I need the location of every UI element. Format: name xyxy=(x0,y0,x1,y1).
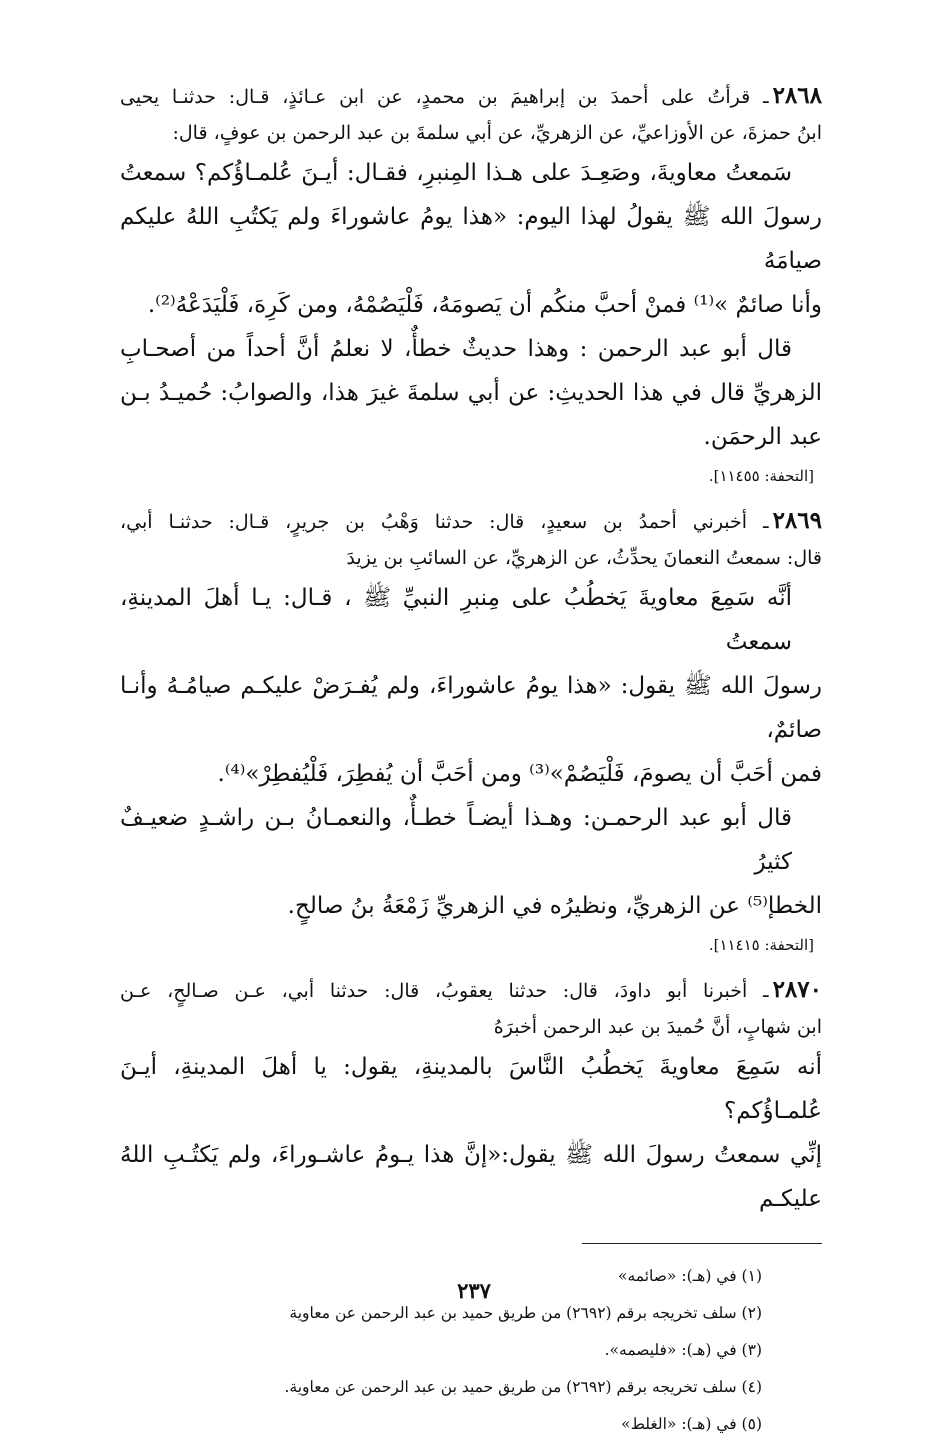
entry-header-line: قال: سمعتُ النعمانَ يحدِّثُ، عن الزهريِّ، عن السائبِ بن يزيدَ xyxy=(346,547,822,569)
matn-line: سَمعتُ معاويةَ، وصَعِـدَ على هـذا المِنبرِ، فقـال: أيـنَ عُلمـاؤُكم؟ سمعتُ xyxy=(120,160,792,186)
commentary-line: قال أبو عبد الرحمن : وهذا حديثٌ خطأٌ، لا نعلمُ أنَّ أحداً من أصحـابِ xyxy=(120,336,792,362)
hadith-entry-2868 xyxy=(120,78,822,489)
entry-header-line xyxy=(120,503,822,540)
commentary-line: الزهريِّ قال في هذا الحديثِ: عن أبي سلمةَ غيرَ هذا، والصوابُ: حُميـدُ بـن xyxy=(120,380,822,406)
isnad-text: ـ قرأتُ على أحمدَ بن إبراهيمَ بن محمدٍ، عن ابن عـائذٍ، قـال: حدثنـا يحيى xyxy=(120,86,769,108)
footnote: (١) في (هـ): «صائمه» xyxy=(617,1267,762,1285)
hadith-number: ٢٨٧٠ xyxy=(772,976,822,1003)
commentary-line: الخطإ⁽⁵⁾ عن الزهريِّ، ونظيرُه في الزهريِّ زَمْعَةُ بنُ صالحٍ. xyxy=(287,893,822,919)
isnad-text: ـ أخبرني أحمدُ بن سعيدٍ، قال: حدثنا وَهْبُ بن جريرٍ، قـال: حدثنـا أبي، xyxy=(120,511,769,533)
hadith-entry-2870 xyxy=(120,972,822,1221)
matn-line: أنَّه سَمِعَ معاويةَ يَخطُبُ على مِنبرِ النبيِّ ﷺ ، قـال: يـا أهلَ المدينةِ، سمعتُ xyxy=(120,585,792,655)
footnote: (٤) سلف تخريجه برقم (٢٦٩٢) من طريق حميد بن عبد الرحمن عن معاوية. xyxy=(284,1378,762,1396)
hadith-entry-2869 xyxy=(120,503,822,958)
footnote: (٣) في (هـ): «فليصمه». xyxy=(604,1341,762,1359)
matn-line: رسولَ الله ﷺ يقولُ لهذا اليوم: «هذا يومُ عاشوراءَ ولم يَكتُبِ اللهُ عليكم صيامَهُ xyxy=(120,204,822,274)
isnad-text: ـ أخبرنا أبو داودَ، قال: حدثنا يعقوبُ، قال: حدثنا أبي، عـن صـالحٍ، عـن xyxy=(120,980,769,1002)
entry-header-line: ابنُ حمزةَ، عن الأوزاعيِّ، عن الزهريِّ، عن أبي سلمةَ بن عبد الرحمن بن عوفٍ، قال: xyxy=(172,122,822,144)
matn-line: فمن أحَبَّ أن يصومَ، فَلْيَصُمْ»⁽³⁾ ومن أحَبَّ أن يُفطِرَ، فَلْيُفطِرْ»⁽⁴⁾. xyxy=(217,761,822,787)
entry-header-line xyxy=(120,78,822,115)
footnote: (٢) سلف تخريجه برقم (٢٦٩٢) من طريق حميد بن عبد الرحمن عن معاوية xyxy=(289,1304,762,1322)
hadith-number: ٢٨٦٩ xyxy=(772,507,822,534)
entry-header-line: ابن شهابٍ، أنَّ حُميدَ بن عبد الرحمن أخبرَهُ xyxy=(493,1016,822,1038)
page-number: ٢٣٧ xyxy=(457,1278,491,1303)
commentary-line: عبد الرحمَن. xyxy=(703,424,822,450)
matn-line: أنه سَمِعَ معاويةَ يَخطُبُ النَّاسَ بالمدينةِ، يقول: يا أهلَ المدينةِ، أيـنَ عُلمـاؤُكم؟ xyxy=(120,1054,822,1124)
tuhfa-reference: [التحفة: ١١٤١٥]. xyxy=(708,936,814,954)
tuhfa-reference: [التحفة: ١١٤٥٥]. xyxy=(708,467,814,485)
matn-line: إنِّي سمعتُ رسولَ الله ﷺ يقول:«إنَّ هذا يـومُ عاشـوراءَ، ولم يَكتُـبِ اللهُ عليكـم xyxy=(120,1142,822,1212)
hadith-number: ٢٨٦٨ xyxy=(772,82,822,109)
matn-line: وأنا صائمٌ »⁽¹⁾ فمنْ أحبَّ منكُم أن يَصومَهُ، فَلْيَصُمْهُ، ومن كَرِهَ، فَلْيَدَعْهُ⁽²⁾. xyxy=(147,292,822,318)
footnote-divider xyxy=(582,1243,822,1244)
footnote: (٥) في (هـ): «الغلط» xyxy=(621,1415,762,1433)
commentary-line: قال أبو عبد الرحمـن: وهـذا أيضـاً خطـأٌ، والنعمـانُ بـن راشـدٍ ضعيـفٌ كثيرُ xyxy=(120,805,792,875)
matn-line: رسولَ الله ﷺ يقول: «هذا يومُ عاشوراءَ، ولم يُفـرَضْ عليكـم صيامُـهُ وأنـا صائمٌ، xyxy=(120,673,822,743)
entry-header-line xyxy=(120,972,822,1009)
